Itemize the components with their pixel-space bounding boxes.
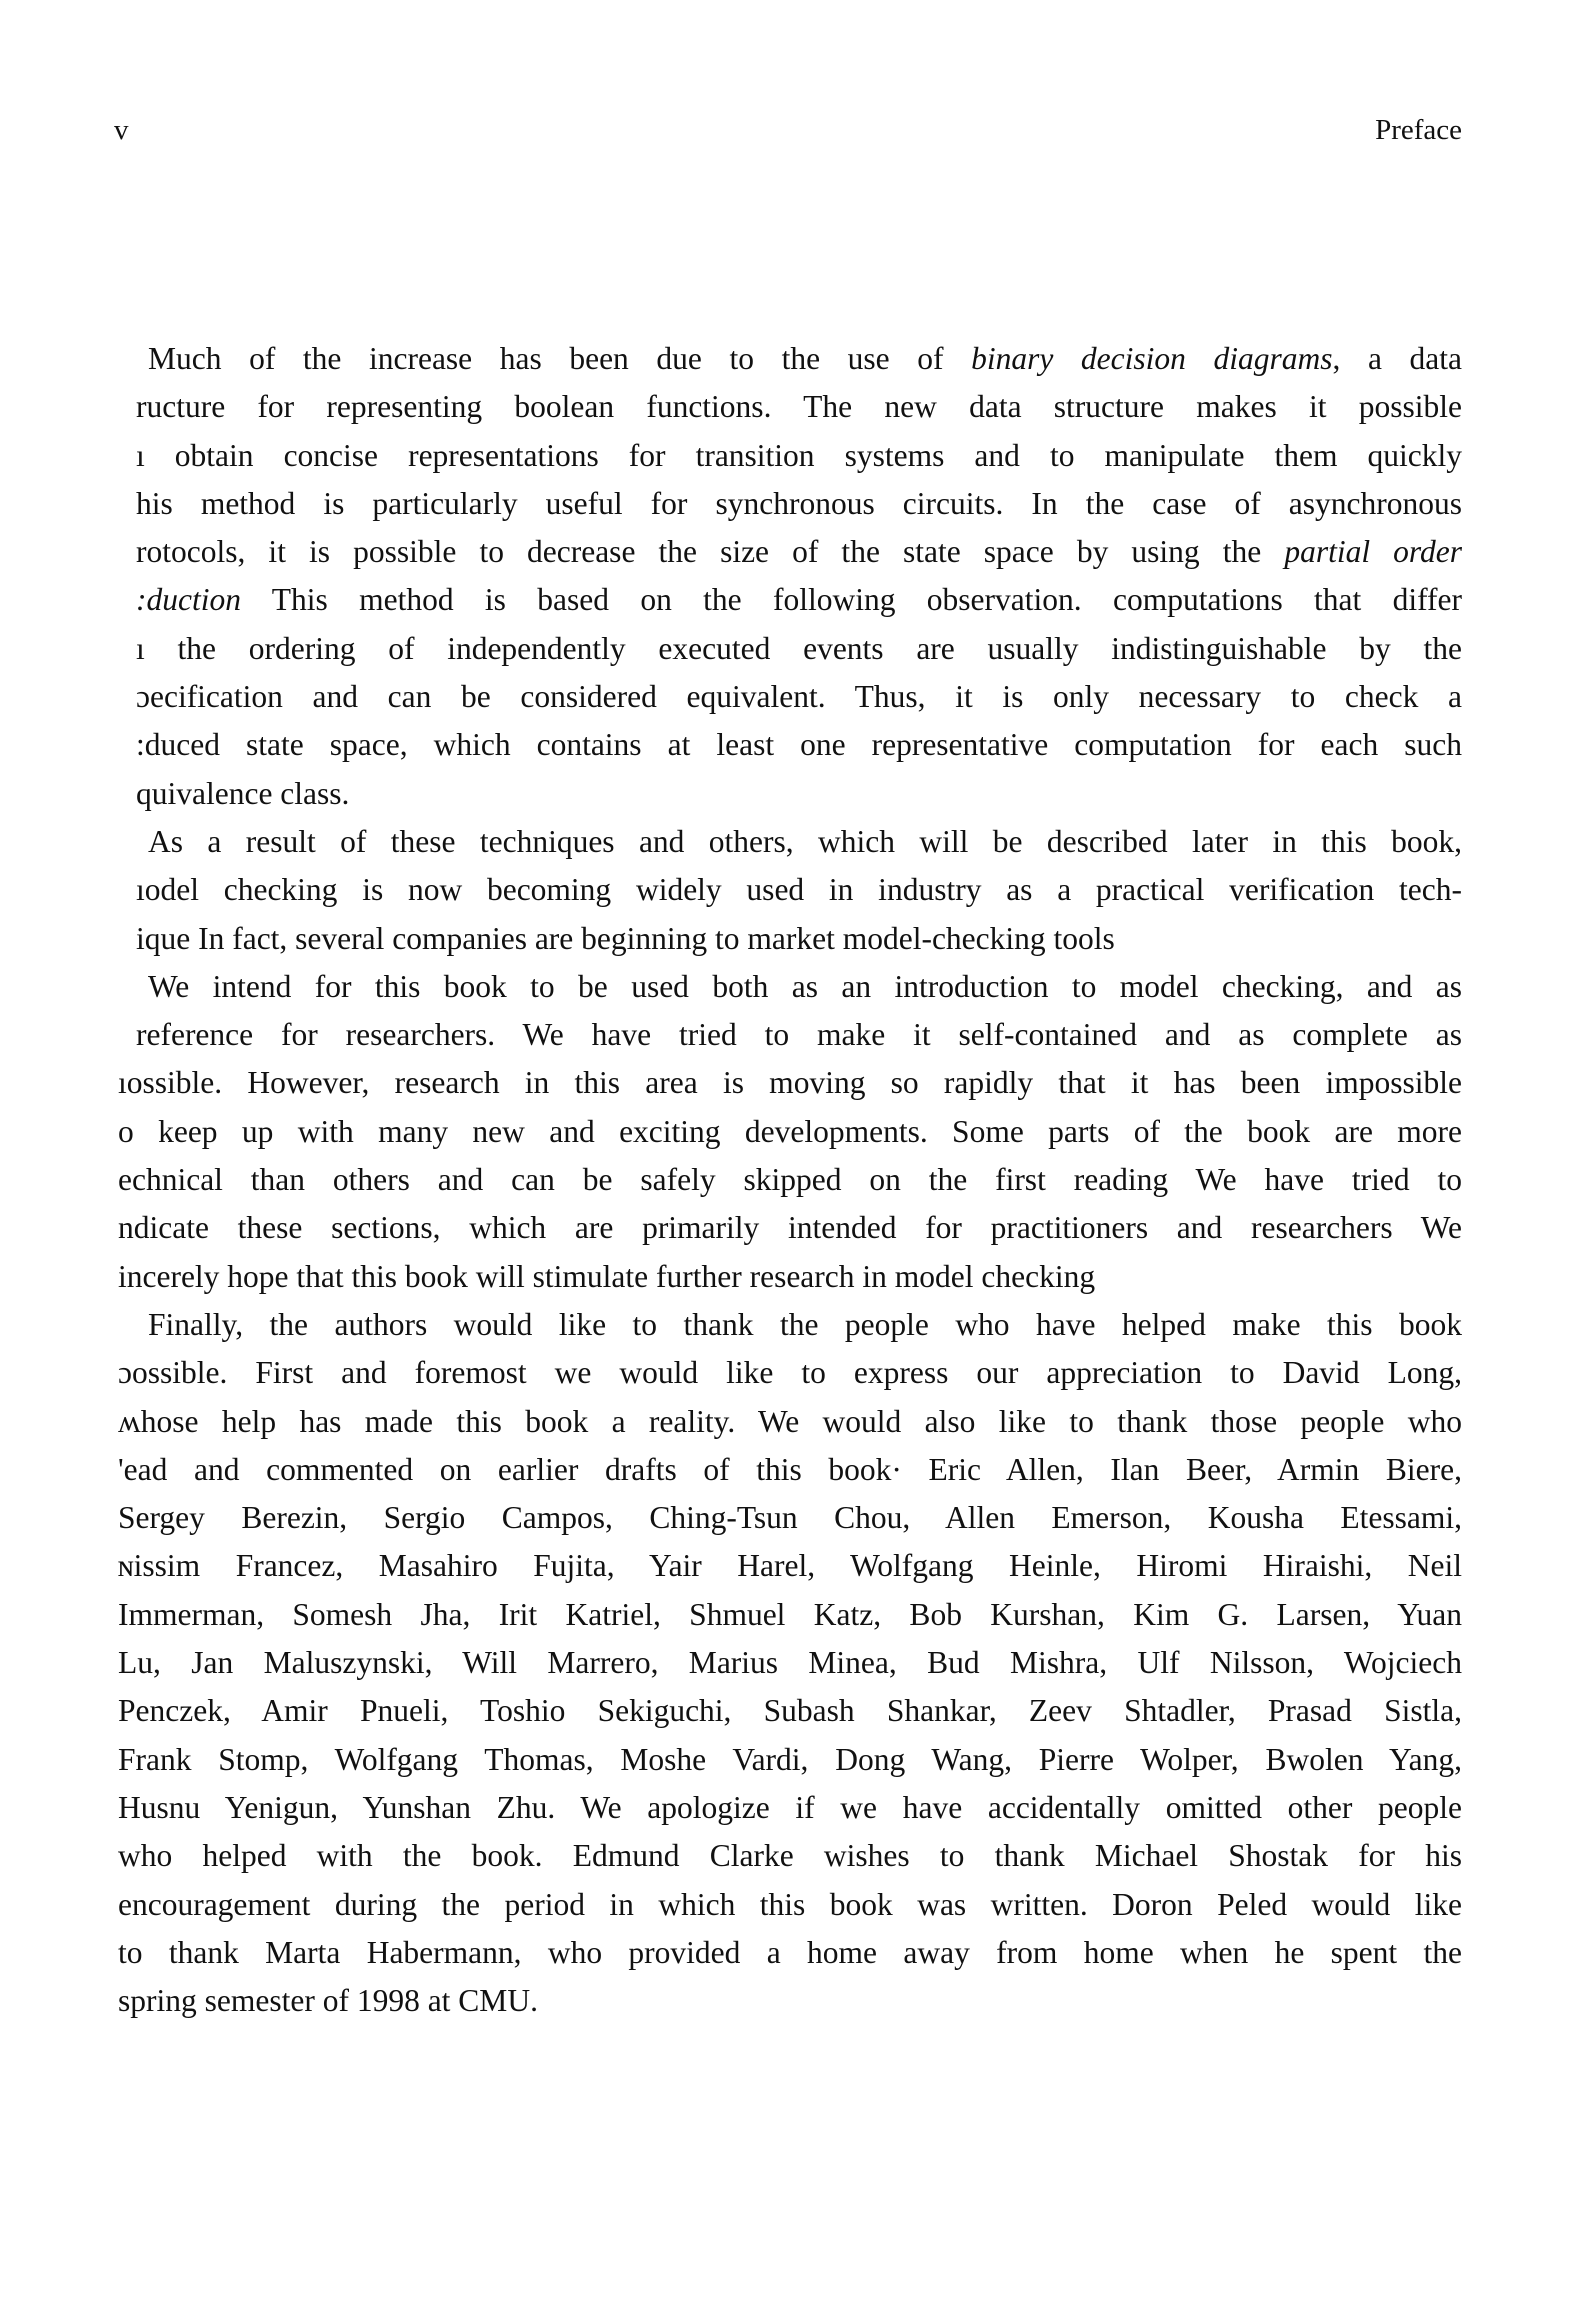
text-line: Frank Stomp, Wolfgang Thomas, Moshe Vardi, Dong Wang, Pierre Wolper, Bwolen Yang, bbox=[118, 1741, 1462, 1777]
running-title: Preface bbox=[1375, 114, 1462, 146]
text-line: ı obtain concise representations for transition systems and to manipulate them quickly bbox=[136, 437, 1462, 473]
text-line: quivalence class. bbox=[136, 775, 350, 811]
text-line: Much of the increase has been due to the use of binary decision diagrams, a data bbox=[148, 341, 1462, 376]
text-line: ıodel checking is now becoming widely used in industry as a practical verification tech- bbox=[136, 872, 1462, 908]
text-line: ɔecification and can be considered equivalent. Thus, it is only necessary to check a bbox=[136, 679, 1462, 715]
text-line: 'ead and commented on earlier drafts of this book· Eric Allen, Ilan Beer, Armin Biere, bbox=[118, 1451, 1462, 1487]
text-line: Husnu Yenigun, Yunshan Zhu. We apologize if we have accidentally omitted other people bbox=[118, 1789, 1462, 1825]
text-line: who helped with the book. Edmund Clarke wishes to thank Michael Shostak for his bbox=[118, 1838, 1462, 1874]
text-line: echnical than others and can be safely skipped on the first reading We have tried to bbox=[118, 1162, 1462, 1198]
text-line: Lu, Jan Maluszynski, Will Marrero, Marius Minea, Bud Mishra, Ulf Nilsson, Wojciech bbox=[118, 1645, 1462, 1681]
emphasis: partial order bbox=[1284, 534, 1462, 570]
text-line: rotocols, it is possible to decrease the size of the state space by using the partial order bbox=[136, 534, 1462, 570]
text-line: Penczek, Amir Pnueli, Toshio Sekiguchi, Subash Shankar, Zeev Shtadler, Prasad Sistla, bbox=[118, 1693, 1462, 1729]
text-line: encouragement during the period in which this book was written. Doron Peled would like bbox=[118, 1886, 1462, 1922]
text-line: spring semester of 1998 at CMU. bbox=[118, 1983, 538, 2019]
running-head bbox=[114, 110, 1462, 150]
text-line: ndicate these sections, which are primarily intended for practitioners and researchers We bbox=[118, 1210, 1462, 1246]
text-line: to thank Marta Habermann, who provided a home away from home when he spent the bbox=[118, 1934, 1462, 1970]
text-line: ique In fact, several companies are beginning to market model-checking tools bbox=[136, 920, 1115, 956]
text-line: Finally, the authors would like to thank the people who have helped make this book bbox=[148, 1306, 1462, 1342]
emphasis: :duction bbox=[136, 582, 241, 618]
text-line: ı the ordering of independently executed events are usually indistinguishable by the bbox=[136, 630, 1462, 666]
text-line: As a result of these techniques and others, which will be described later in this book, bbox=[148, 823, 1462, 859]
text-line: ructure for representing boolean functions. The new data structure makes it possible bbox=[136, 389, 1462, 425]
text-line: Sergey Berezin, Sergio Campos, Ching-Tsun Chou, Allen Emerson, Kousha Etessami, bbox=[118, 1500, 1462, 1536]
preface-body bbox=[114, 335, 1462, 2025]
text-line: his method is particularly useful for synchronous circuits. In the case of asynchronous bbox=[136, 485, 1462, 521]
text-line: :duced state space, which contains at least one representative computation for each such bbox=[136, 727, 1462, 763]
page-number: v bbox=[114, 114, 129, 146]
text-line: ɔossible. First and foremost we would like to express our appreciation to David Long, bbox=[118, 1355, 1462, 1391]
text-line: reference for researchers. We have tried to make it self-contained and as complete as bbox=[136, 1017, 1462, 1053]
text-line: :duction This method is based on the following observation. computations that differ bbox=[136, 582, 1462, 618]
text-line: ɴissim Francez, Masahiro Fujita, Yair Harel, Wolfgang Heinle, Hiromi Hiraishi, Neil bbox=[118, 1548, 1462, 1584]
text-line: We intend for this book to be used both as an introduction to model checking, and as bbox=[148, 968, 1462, 1004]
text-line: ıossible. However, research in this area is moving so rapidly that it has been impossible bbox=[118, 1065, 1462, 1101]
text-line: Immerman, Somesh Jha, Irit Katriel, Shmuel Katz, Bob Kurshan, Kim G. Larsen, Yuan bbox=[118, 1596, 1462, 1632]
text-line: ʍhose help has made this book a reality. We would also like to thank those people who bbox=[118, 1403, 1462, 1439]
text-line: incerely hope that this book will stimulate further research in model checking bbox=[118, 1258, 1096, 1294]
emphasis: binary decision diagrams bbox=[971, 341, 1333, 376]
text-line: o keep up with many new and exciting developments. Some parts of the book are more bbox=[118, 1113, 1462, 1149]
